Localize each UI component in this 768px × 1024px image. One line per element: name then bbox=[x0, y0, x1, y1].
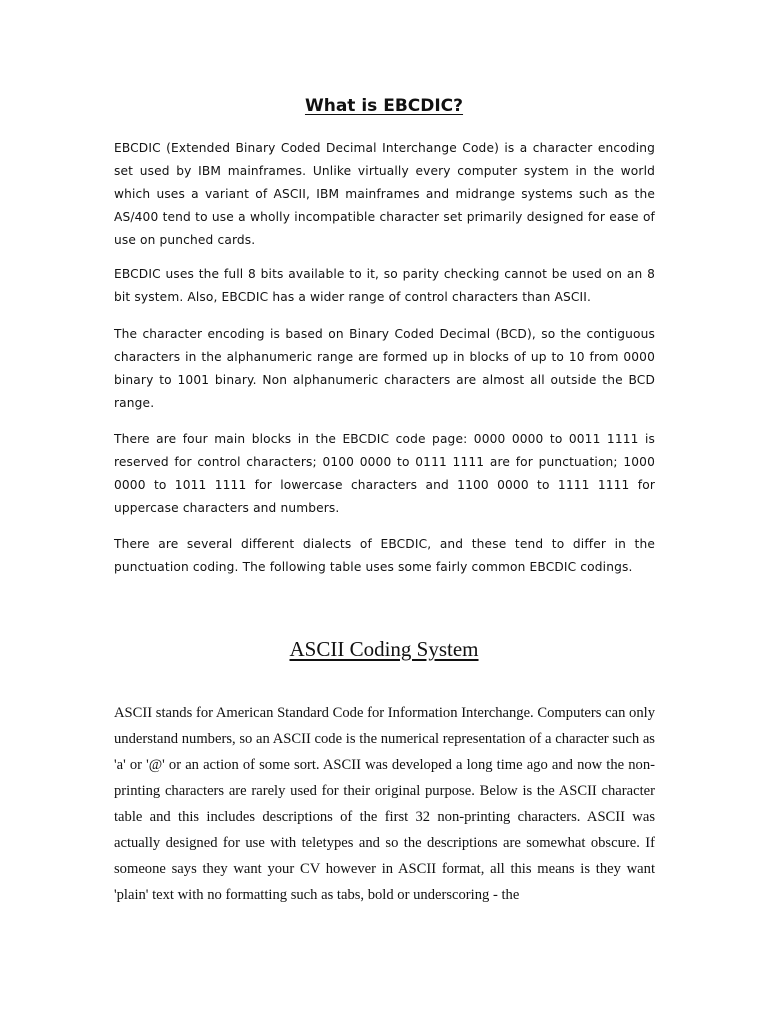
ebcdic-paragraph-1: EBCDIC (Extended Binary Coded Decimal Interchange Code) is a character encoding set used by IBM mainframes. Unlike virtually every computer system in the world which uses a variant of ASCII, IBM mainframes and midrange systems such as the AS/400 tend to use a wholly incompatible character set primarily designed for ease of use on punched cards. bbox=[114, 141, 655, 247]
ebcdic-heading: What is EBCDIC? bbox=[304, 96, 464, 116]
ascii-paragraph-1: ASCII stands for American Standard Code for Information Interchange. Computers can only understand numbers, so an ASCII code is the numerical representation of a character such as 'a' or '@' or an action of some sort. ASCII was developed a long time ago and now the non-printing characters are rarely used for their original purpose. Below is the ASCII character table and this includes descriptions of the first 32 non-printing characters. ASCII was actually designed for use with teletypes and so the descriptions are somewhat obscure. If someone says they want your CV however in ASCII format, all this means is they want 'plain' text with no formatting such as tabs, bold or underscoring - the bbox=[114, 705, 655, 903]
ebcdic-paragraph-4: There are four main blocks in the EBCDIC code page: 0000 0000 to 0011 1111 is reserved for control characters; 0100 0000 to 0111 1111 are for punctuation; 1000 0000 to 1011 1111 for lowercase characters and 1100 0000 to 1111 1111 for uppercase characters and numbers. bbox=[114, 432, 655, 515]
ebcdic-paragraph-2: EBCDIC uses the full 8 bits available to it, so parity checking cannot be used on an 8 bit system. Also, EBCDIC has a wider range of control characters than ASCII. bbox=[114, 267, 655, 304]
ascii-heading: ASCII Coding System bbox=[289, 637, 479, 661]
ebcdic-paragraph-5: There are several different dialects of EBCDIC, and these tend to differ in the punctuation coding. The following table uses some fairly common EBCDIC codings. bbox=[114, 537, 655, 574]
ebcdic-paragraph-3: The character encoding is based on Binary Coded Decimal (BCD), so the contiguous characters in the alphanumeric range are formed up in blocks of up to 10 from 0000 binary to 1001 binary. Non alphanumeric characters are almost all outside the BCD range. bbox=[114, 327, 655, 410]
